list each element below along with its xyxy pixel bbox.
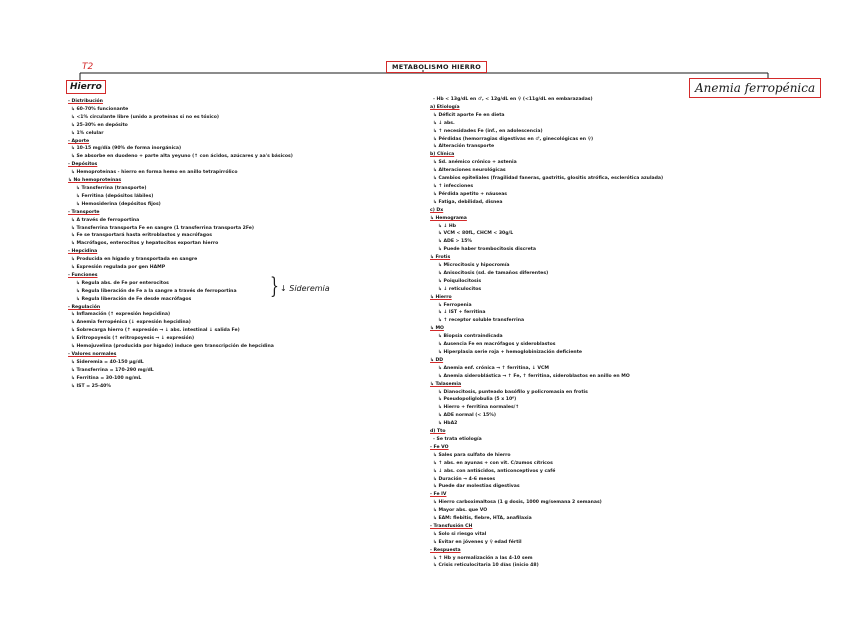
- right-note-line: ↳ Anisocitosis (sd. de tamaños diferentes): [438, 270, 549, 276]
- right-note-line: ↳ DD: [430, 357, 444, 363]
- right-note-line: ↳ Evitar en jóvenes y ♀ edad fértil: [433, 539, 522, 545]
- right-note-line: b) Clínica: [430, 152, 455, 158]
- left-note-line: ↳ Hemojuvelina (producida por hígado) induce gen transcripción de hepcidina: [71, 344, 274, 350]
- left-note-line: ↳ 1% celular: [71, 130, 104, 136]
- left-note-line: ↳ Transferrina transporta Fe en sangre (1 transferrina transporta 2Fe): [71, 225, 255, 231]
- right-note-line: ↳ Biopsia contraindicada: [438, 334, 503, 340]
- left-note-line: - Distribución: [68, 99, 103, 104]
- right-note-line: ↳ Anemia sideroblástica → ↑ Fe, ↑ ferritina, sideroblastos en anillo en MO: [438, 373, 630, 379]
- right-note-line: ↳ Hiperplasia serie roja + hemoglobinización deficiente: [438, 350, 583, 355]
- right-note-line: ↳ Sd. anémico crónico + astenia: [433, 160, 517, 166]
- left-note-line: ↳ Transferrina (transporte): [76, 185, 147, 191]
- right-note-line: ↳ Hierro: [430, 294, 452, 300]
- right-note-line: c) Dx: [430, 207, 444, 213]
- right-note-line: ↳ ↓ IST + ferritina: [438, 310, 486, 316]
- left-note-line: ↳ Se absorbe en duodeno + parte alta yeyuno (↑ con ácidos, azúcares y aa's básicos): [71, 154, 293, 160]
- right-note-line: ↳ Pérdida apetito + náuseas: [433, 191, 508, 197]
- branch-heading-hierro: Hierro: [66, 80, 106, 94]
- left-note-line: - Aporte: [68, 138, 90, 144]
- right-note-line: ↳ ↓ abs. con antiácidos, anticonceptivos y café: [433, 468, 556, 474]
- topic-tag: T2: [82, 62, 94, 72]
- right-note-line: ↳ Talasemia: [430, 381, 462, 387]
- left-note-line: ↳ Anemia ferropénica (↓ expresión hepcidina): [71, 320, 191, 326]
- left-note-line: - Transporte: [68, 209, 100, 215]
- right-note-line: ↳ Sales para sulfato de hierro: [433, 452, 511, 458]
- left-note-line: ↳ Hemosiderina (depósitos fijos): [76, 201, 161, 207]
- right-note-line: ↳ EAM: flebitis, fiebre, HTA, anafilaxia: [433, 516, 532, 522]
- left-note-line: ↳ Inflamación (↑ expresión hepcidina): [71, 312, 171, 318]
- left-note-line: ↳ Hemoproteínas - hierro en forma hemo en anillo tetrapirrólico: [71, 170, 238, 176]
- right-note-line: ↳ Mayor abs. que VO: [433, 508, 488, 514]
- right-note-line: ↳ Ausencia Fe en macrófagos y sideroblastos: [438, 342, 556, 348]
- right-note-line: ↳ Cambios epiteliales (fragilidad faneras, gastritis, glositis atrófica, esclerótica azulada): [433, 176, 664, 182]
- right-note-line: ↳ MO: [430, 326, 444, 332]
- right-note-line: ↳ Duración → 4-6 meses: [433, 476, 496, 482]
- left-note-line: ↳ 60-70% funcionante: [71, 106, 129, 112]
- left-note-line: ↳ Sideremia = 40-150 µg/dL: [71, 359, 144, 365]
- right-note-line: ↳ ↓ reticulocitos: [438, 286, 482, 292]
- right-note-line: ↳ Ferropenia: [438, 302, 472, 308]
- right-note-line: ↳ Hierro + ferritina normales/↑: [438, 405, 520, 411]
- page-title: METABOLISMO HIERRO: [386, 61, 487, 73]
- right-note-line: ↳ ↓ Hb: [438, 223, 457, 229]
- right-note-line: ↳ Poiquilocitosis: [438, 278, 482, 284]
- right-note-line: ↳ ADE > 15%: [438, 239, 472, 245]
- right-note-line: ↳ Alteración transporte: [433, 144, 495, 150]
- left-note-line: ↳ Regula liberación de Fe desde macrófagos: [76, 296, 192, 302]
- left-note-line: ↳ Regula abs. de Fe por enterocitos: [76, 280, 169, 286]
- right-note-line: ↳ ↑ abs. en ayunas + con vit. C/zumos cítricos: [433, 460, 553, 466]
- right-note-line: ↳ Solo si riesgo vital: [433, 531, 487, 537]
- right-note-line: ↳ ↑ necesidades Fe (inf., en adolescencia): [433, 128, 543, 134]
- notes-column-right: [430, 96, 760, 570]
- right-note-line: ↳ Hierro carboximaltosa (1 g dosis, 1000 mg/semana 2 semanas): [433, 500, 602, 506]
- left-note-line: ↳ Macrófagos, enterocitos y hepatocitos exportan hierro: [71, 241, 219, 247]
- left-note-line: ↳ 10-15 mg/día (90% de forma inorgánica): [71, 146, 182, 152]
- left-note-line: ↳ Regula liberación de Fe a la sangre a través de ferroportina: [76, 288, 237, 294]
- right-note-line: ↳ ↓ abs.: [433, 120, 455, 126]
- right-note-line: - Se trata etiología: [433, 436, 482, 442]
- right-note-line: ↳ VCM < 80fL, CHCM < 30g/L: [438, 231, 514, 237]
- right-note-line: ↳ Anemia enf. crónica → ↑ ferritina, ↓ VCM: [438, 365, 549, 371]
- side-note: ↓ Sideremia: [280, 284, 330, 293]
- left-note-line: ↳ Transferrina = 170-290 mg/dL: [71, 367, 154, 373]
- left-note-line: ↳ Ferritina = 30-100 ng/mL: [71, 375, 142, 381]
- left-note-line: ↳ Sobrecarga hierro (↑ expresión → ↓ abs. intestinal ↓ salida Fe): [71, 328, 240, 334]
- right-note-line: ↳ ↑ receptor soluble transferrina: [438, 318, 525, 324]
- left-note-line: ↳ A través de ferroportina: [71, 217, 140, 223]
- right-note-line: ↳ Pseudopoliglobulia (5 x 10⁶): [438, 397, 517, 403]
- right-note-line: ↳ ↑ infecciones: [433, 183, 474, 189]
- left-note-line: - Valores normales: [68, 352, 117, 357]
- right-note-line: ↳ Pérdidas (hemorragias digestivas en ♂, ginecológicas en ♀): [433, 136, 594, 142]
- right-note-line: ↳ ADE normal (< 15%): [438, 413, 496, 419]
- left-note-line: ↳ Expresión regulada por gen HAMP: [71, 265, 166, 271]
- branch-heading-anemia: Anemia ferropénica: [689, 78, 821, 98]
- left-note-line: ↳ 25-30% en depósito: [71, 122, 128, 128]
- right-note-line: ↳ Hemograma: [430, 215, 467, 221]
- right-note-line: - Hb < 13g/dL en ♂, < 12g/dL en ♀ (<11g/dL en embarazadas): [433, 97, 593, 102]
- right-note-line: - Respuesta: [430, 547, 461, 553]
- left-note-line: ↳ Ferritina (depósitos lábiles): [76, 193, 154, 199]
- right-note-line: ↳ ↑ Hb y normalización a las 4-10 sem: [433, 555, 533, 561]
- right-note-line: - Fe IV: [430, 492, 447, 498]
- right-note-line: ↳ HbA2: [438, 421, 458, 427]
- right-note-line: ↳ Frotis: [430, 255, 451, 261]
- right-note-line: - Fe VO: [430, 444, 449, 450]
- right-note-line: a) Etiología: [430, 104, 460, 110]
- left-note-line: - Hepcidina: [68, 249, 98, 255]
- right-note-line: - Transfusión CH: [430, 523, 473, 529]
- right-note-line: ↳ Fatiga, debilidad, disnea: [433, 199, 503, 205]
- notes-column-left: [68, 98, 368, 391]
- left-note-line: ↳ Fe se transportará hasta eritroblastos y macrófagos: [71, 233, 212, 239]
- left-note-line: ↳ No hemoproteínas: [68, 178, 122, 184]
- left-note-line: ↳ IST = 25-40%: [71, 383, 111, 389]
- right-note-line: ↳ Crisis reticulocitaria 10 días (inicio 48): [433, 563, 539, 569]
- left-note-line: ↳ Eritropoyesis (↑ eritropoyesis → ↓ expresión): [71, 336, 195, 342]
- right-note-line: ↳ Dianocitosis, punteado basófilo y policromasia en frotis: [438, 389, 588, 395]
- left-note-line: - Depósitos: [68, 162, 98, 168]
- left-note-line: ↳ Producida en hígado y transportada en sangre: [71, 257, 198, 263]
- right-note-line: ↳ Alteraciones neurológicas: [433, 168, 506, 174]
- left-note-line: - Regulación: [68, 304, 101, 310]
- right-note-line: ↳ Déficit aporte Fe en dieta: [433, 112, 505, 118]
- right-note-line: ↳ Microcitosis y hipocromía: [438, 263, 510, 269]
- right-note-line: ↳ Puede dar molestias digestivas: [433, 484, 520, 490]
- right-note-line: d) Tto: [430, 429, 446, 435]
- brace-mark: }: [270, 274, 279, 300]
- right-note-line: ↳ Puede haber trombocitosis discreta: [438, 247, 536, 253]
- left-note-line: - Funciones: [68, 272, 98, 278]
- left-note-line: ↳ <1% circulante libre (unido a proteínas si no es tóxico): [71, 114, 220, 120]
